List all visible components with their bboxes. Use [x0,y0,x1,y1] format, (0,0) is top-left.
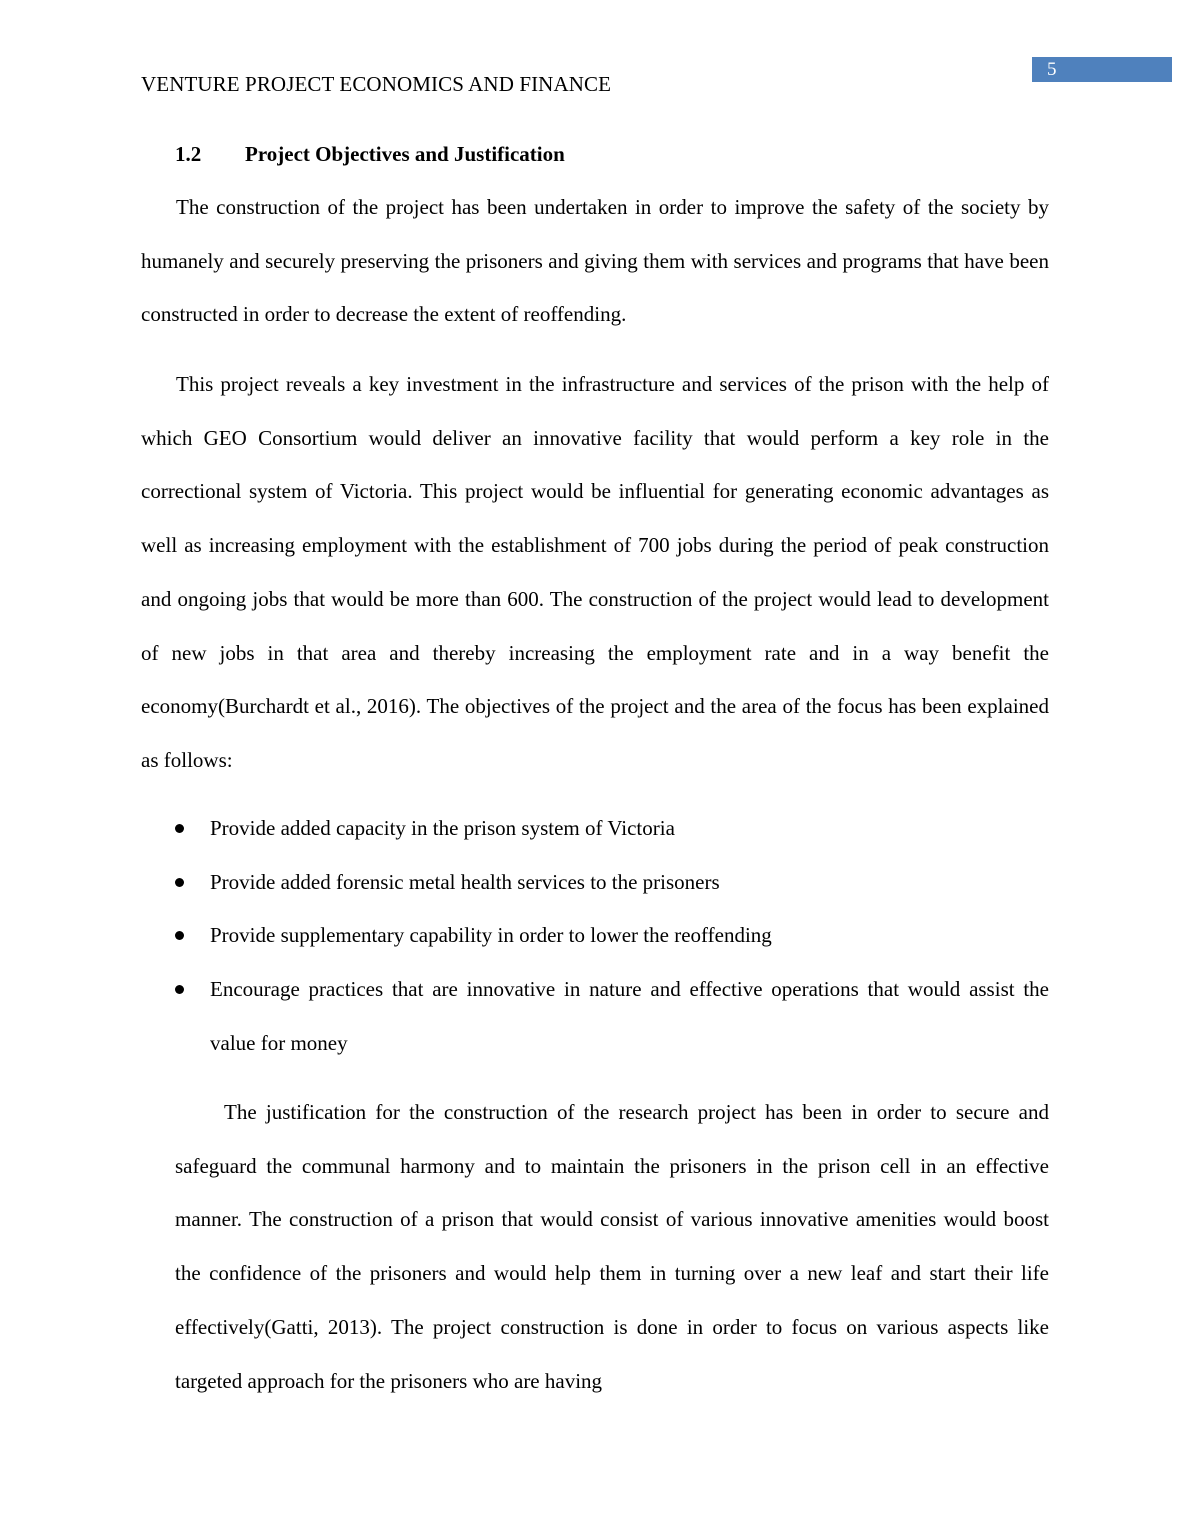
running-header: VENTURE PROJECT ECONOMICS AND FINANCE [141,72,612,96]
paragraph-intro: The construction of the project has been undertaken in order to improve the safety of the society by humanely and securely preserving the prisoners and giving them with services and programs that have been constructed in order to decrease the extent of reoffending. [141,195,1049,327]
bullet-icon [175,931,184,940]
list-item-text: Provide supplementary capability in order to lower the reoffending [210,923,772,948]
section-heading [175,140,565,168]
list-item-text: Provide added forensic metal health services to the prisoners [210,869,720,894]
bullet-icon [175,985,184,994]
paragraph-investment: This project reveals a key investment in the infrastructure and services of the prison with the help of which GEO Consortium would deliver an innovative facility that would perform a key role in the correctional system of Victoria. This project would be influential for generating economic advantages as well as increasing employment with the establishment of 700 jobs during the period of peak construction and ongoing jobs that would be more than 600. The construction of the project would lead to development of new jobs in that area and thereby increasing the employment rate and in a way benefit the economy(Burchardt et al., 2016). The objectives of the project and the area of the focus has been explained as follows: [141,372,1049,772]
bullet-icon [175,878,184,887]
paragraph-justification: The justification for the construction of the research project has been in order to secure and safeguard the communal harmony and to maintain the prisoners in the prison cell in an effective manner. The construction of a prison that would consist of various innovative amenities would boost the confidence of the prisoners and would help them in turning over a new leaf and start their life effectively(Gatti, 2013). The project construction is done in order to focus on various aspects like targeted approach for the prisoners who are having [175,1100,1049,1393]
list-item-text: Encourage practices that are innovative in nature and effective operations that would assist the value for money [210,977,1049,1055]
section-number: 1.2 [175,142,202,166]
page-number: 5 [1032,57,1172,82]
objectives-list [175,802,1049,1071]
bullet-icon [175,824,184,833]
list-item [175,963,1049,1070]
list-item [175,909,1049,963]
section-title: Project Objectives and Justification [245,142,565,166]
list-item [175,856,1049,910]
list-item [175,802,1049,856]
list-item-text: Provide added capacity in the prison system of Victoria [210,816,675,840]
